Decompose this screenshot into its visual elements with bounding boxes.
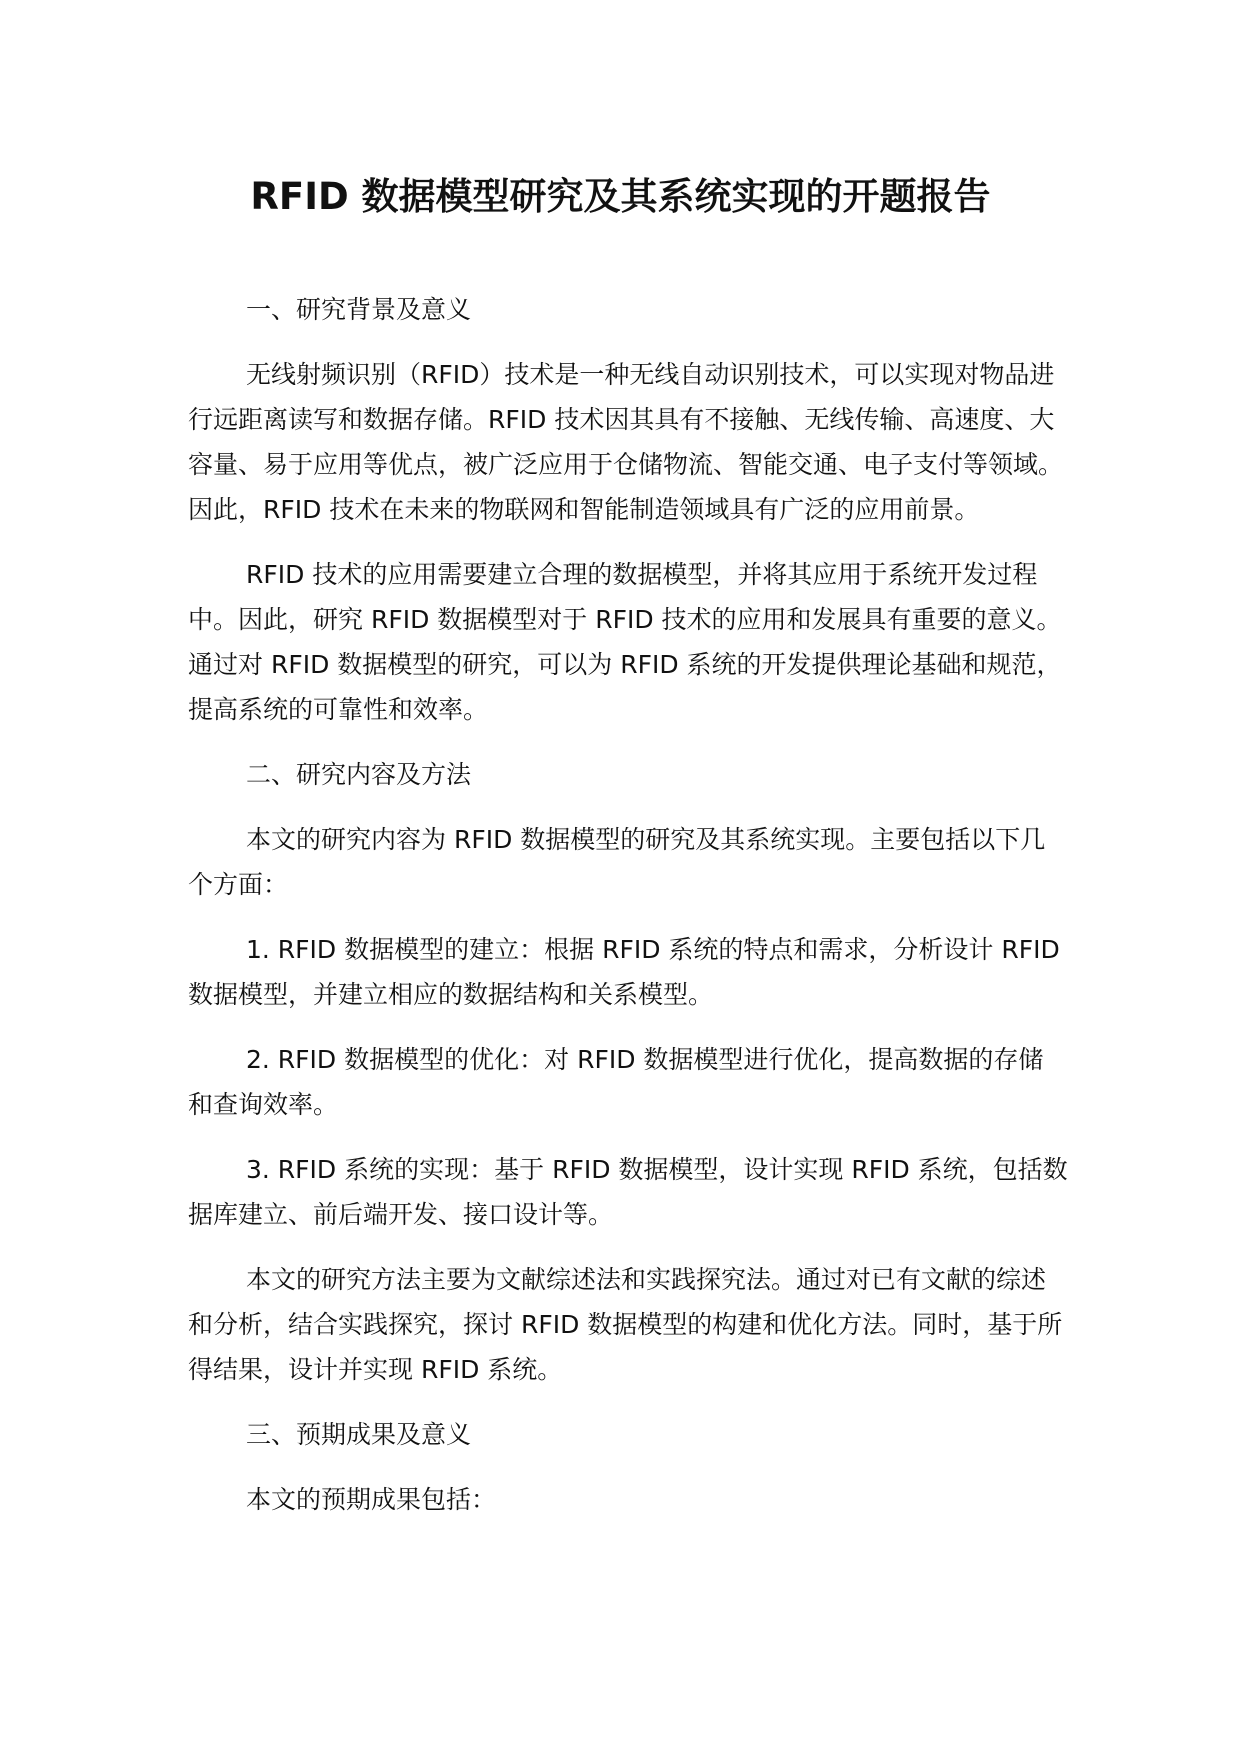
- section-heading-content-methods: 二、研究内容及方法: [246, 760, 472, 789]
- paragraph-research-content: 本文的研究内容为 RFID 数据模型的研究及其系统实现。主要包括以下几个方面：: [188, 825, 1046, 899]
- list-item-model-optimization: 2. RFID 数据模型的优化：对 RFID 数据模型进行优化，提高数据的存储和查询效率。: [188, 1045, 1044, 1119]
- list-item-model-building: 1. RFID 数据模型的建立：根据 RFID 系统的特点和需求，分析设计 RFID 数据模型，并建立相应的数据结构和关系模型。: [188, 935, 1060, 1009]
- paragraph-rfid-intro: 无线射频识别（RFID）技术是一种无线自动识别技术，可以实现对物品进行远距离读写和数据存储。RFID 技术因其具有不接触、无线传输、高速度、大容量、易于应用等优点，被广泛应用于仓储物流、智能交通、电子支付等领域。因此，RFID 技术在未来的物联网和智能制造领域具有广泛的应用前景。: [188, 360, 1064, 524]
- paragraph-data-model-significance: RFID 技术的应用需要建立合理的数据模型，并将其应用于系统开发过程中。因此，研究 RFID 数据模型对于 RFID 技术的应用和发展具有重要的意义。通过对 RFID 数据模型的研究，可以为 RFID 系统的开发提供理论基础和规范，提高系统的可靠性和效率。: [188, 560, 1062, 724]
- section-heading-background: 一、研究背景及意义: [246, 295, 472, 324]
- list-item-system-implementation: 3. RFID 系统的实现：基于 RFID 数据模型，设计实现 RFID 系统，包括数据库建立、前后端开发、接口设计等。: [188, 1155, 1068, 1229]
- document-body: [188, 287, 1068, 1542]
- paragraph-expected-results: 本文的预期成果包括：: [246, 1485, 497, 1514]
- document-title: RFID 数据模型研究及其系统实现的开题报告: [250, 175, 991, 218]
- section-heading-expected-results: 三、预期成果及意义: [246, 1420, 472, 1449]
- paragraph-research-methods: 本文的研究方法主要为文献综述法和实践探究法。通过对已有文献的综述和分析，结合实践探究，探讨 RFID 数据模型的构建和优化方法。同时，基于所得结果，设计并实现 RFID 系统。: [188, 1265, 1063, 1384]
